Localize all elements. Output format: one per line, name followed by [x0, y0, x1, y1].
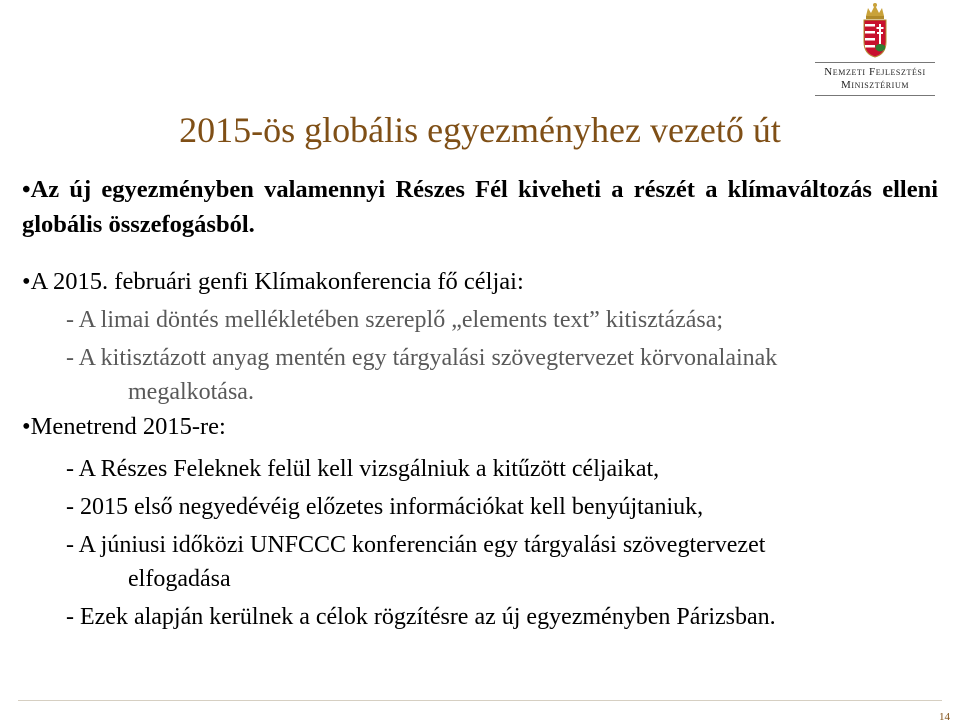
- bullet-schedule-label: •Menetrend 2015-re:: [22, 413, 226, 440]
- geneva-goal-2: [66, 341, 938, 409]
- schedule-item-1: - A Részes Feleknek felül kell vizsgálniuk a kitűzött céljaikat,: [66, 456, 660, 482]
- ministry-logo: [395, 0, 926, 95]
- slide-body: [22, 172, 938, 634]
- ministry-name-line2: Minisztérium: [840, 79, 910, 91]
- page-number: 14: [939, 711, 950, 723]
- ministry-name-line1: Nemzeti Fejlesztési: [824, 66, 926, 78]
- geneva-goal-2-line1: - A kitisztázott anyag mentén egy tárgyalási szövegtervezet körvonalainak: [66, 345, 778, 371]
- bullet-geneva-goals: [22, 264, 938, 299]
- geneva-goal-2-line2: megalkotása.: [128, 379, 254, 405]
- hungarian-coat-of-arms-icon: [860, 2, 890, 58]
- geneva-goal-1: - A limai döntés mellékletében szereplő „elements text” kitisztázása;: [66, 307, 724, 333]
- bullet-new-agreement: •Az új egyezményben valamennyi Részes Fél kiveheti a részét a klímaváltozás elleni globális összefogásból.: [22, 176, 938, 238]
- bullet-schedule: [22, 409, 938, 444]
- slide-title: 2015-ös globális egyezményhez vezető út: [179, 110, 781, 150]
- schedule-item-3-line2: elfogadása: [128, 566, 231, 592]
- footer-divider: [18, 700, 942, 701]
- schedule-item-3-line1: - A júniusi időközi UNFCCC konferencián egy tárgyalási szövegtervezet: [66, 532, 766, 558]
- bullet-geneva-goals-label: •A 2015. februári genfi Klímakonferencia fő céljai:: [22, 268, 524, 295]
- schedule-item-2: - 2015 első negyedévéig előzetes információkat kell benyújtaniuk,: [66, 494, 704, 520]
- schedule-item-4: - Ezek alapján kerülnek a célok rögzítésre az új egyezményben Párizsban.: [66, 604, 776, 630]
- ministry-name: [775, 62, 960, 96]
- schedule-item-3: [66, 528, 938, 596]
